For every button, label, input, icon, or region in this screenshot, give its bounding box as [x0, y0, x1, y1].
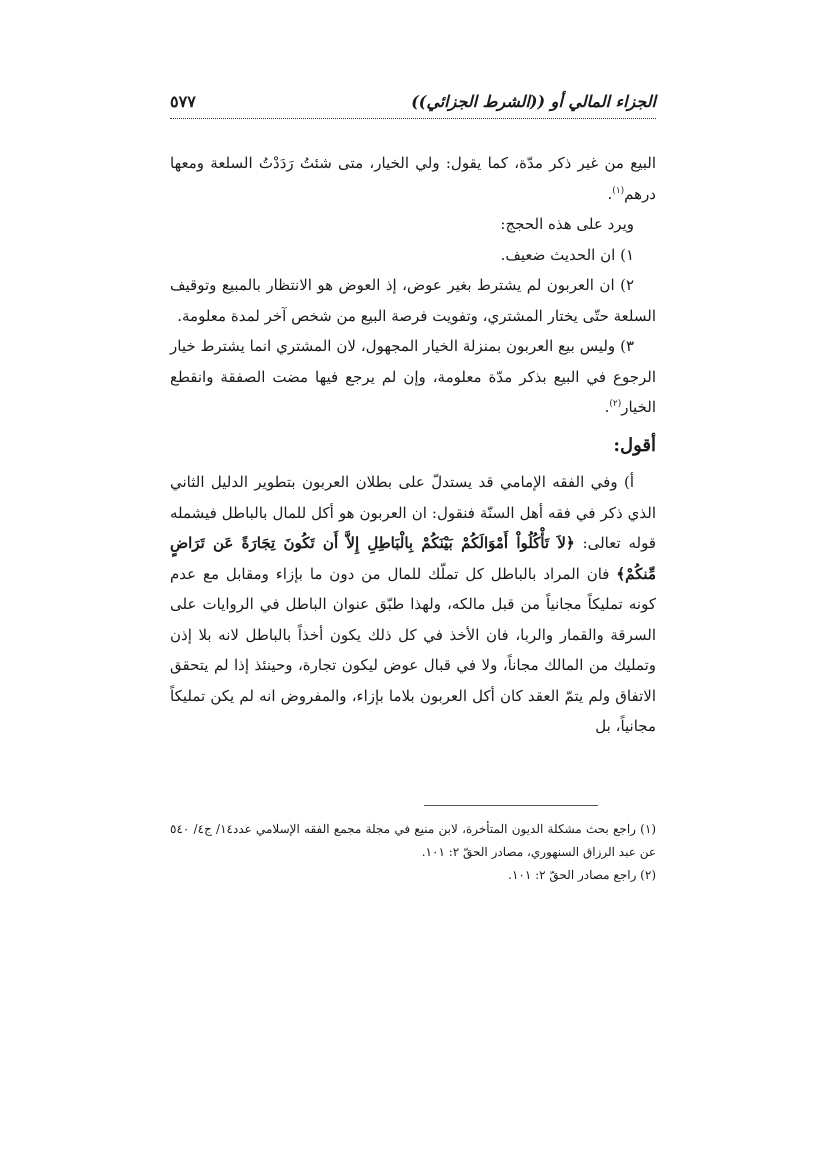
- paragraph-text: أ) وفي الفقه الإمامي قد يستدلّ على بطلان العربون بتطوير الدليل الثاني الذي ذكر في فقه أهل السنّة فنقول: ان العربون هو أكل للمال بالباطل فيشمله قوله تعالى:: [170, 473, 656, 552]
- footnote-divider: [424, 805, 598, 806]
- page-number: ٥٧٧: [170, 92, 200, 111]
- paragraph-text: البيع من غير ذكر مدّة، كما يقول: ولي الخيار، متى شئتُ رَدَدْتُ السلعة ومعها درهم: [170, 154, 656, 203]
- running-header: [170, 92, 656, 119]
- footnote-ref: (٢): [609, 399, 622, 409]
- footnotes: [170, 818, 656, 887]
- paragraph: ٢) ان العربون لم يشترط بغير عوض، إذ العوض هو الانتظار بالمبيع وتوقيف السلعة حتّى يختار المشتري، وتفويت فرصة البيع من شخص آخر لمدة معلومة.: [170, 276, 656, 325]
- header-title: الجزاء المالي أو ((الشرط الجزائي)): [407, 92, 656, 111]
- paragraph: [170, 467, 656, 742]
- footnote: (٢) راجع مصادر الحقّ ٢: ١٠١.: [508, 868, 656, 882]
- paragraph-text: ٣) وليس بيع العربون بمنزلة الخيار المجهول، لان المشتري انما يشترط خيار الرجوع في البيع بذكر مدّة معلومة، وإن لم يرجع فيها مضت الصفقة وانقطع الخيار: [170, 337, 656, 416]
- quran-verse: ﴿لاَ تَأْكُلُواْ أَمْوَالَكُمْ بَيْنَكُمْ بِالْبَاطِلِ إِلاَّ أَن تَكُونَ تِجَارَةً عَن تَرَاضٍ مِّنكُمْ﴾: [170, 534, 656, 583]
- paragraph: ١) ان الحديث ضعيف.: [500, 245, 634, 264]
- footnote-ref: (١): [612, 185, 625, 196]
- section-heading: أقول:: [613, 434, 656, 456]
- paragraph-end: .: [604, 398, 610, 416]
- paragraph: [170, 148, 656, 209]
- paragraph: ويرد على هذه الحجج:: [500, 215, 634, 233]
- paragraph: [170, 331, 656, 423]
- paragraph-text: فان المراد بالباطل كل تملّك للمال من دون ما بإزاء ومقابل مع عدم كونه تمليكاً مجانياً من قبل مالكه، ولهذا طبّق عنوان الباطل في الروايات على السرقة والقمار والربا، فان الأخذ في كل ذلك يكون أخذاً بالباطل لانه بلا إذن وتمليك من المالك مجاناً، ولا في قبال عوض ليكون تجارة، وحينئذ إذا لم يتحقق الاتفاق ولم يتمّ العقد كان أكل العربون بلاما بإزاء، والمفروض انه لم يكن تمليكاً مجانياً، بل: [170, 564, 656, 735]
- paragraph-end: .: [607, 184, 613, 203]
- footnote: (١) راجع بحث مشكلة الديون المتأخرة، لابن منيع في مجلة مجمع الفقه الإسلامي عدد١٤/ ج٤/ ٥٤٠ عن عبد الرزاق السنهوري، مصادر الحقّ ٢: ١٠١.: [170, 822, 657, 859]
- main-text: [170, 148, 656, 742]
